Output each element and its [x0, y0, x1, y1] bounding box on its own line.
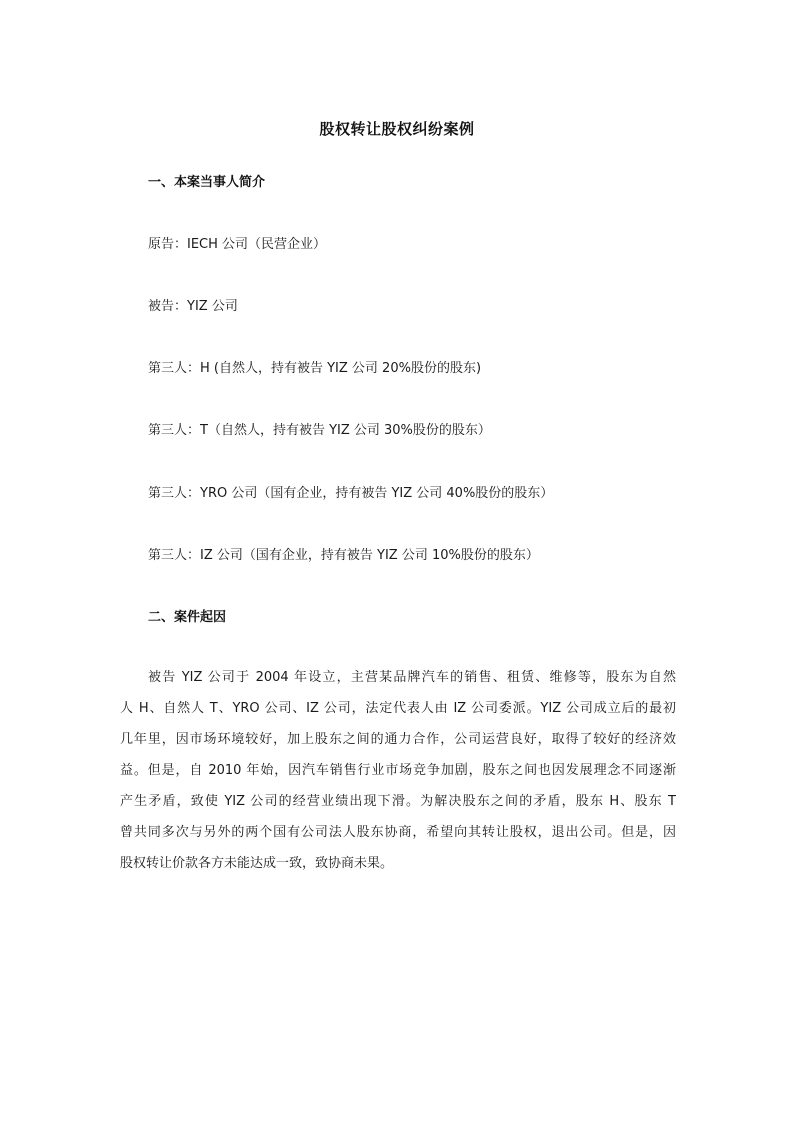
party-plaintiff: 原告：IECH 公司（民营企业） [148, 237, 327, 252]
party-defendant: 被告：YIZ 公司 [148, 299, 238, 314]
section-heading-parties: 一、本案当事人简介 [148, 175, 266, 190]
case-cause-paragraph [120, 668, 676, 885]
paragraph-line: 曾共同多次与另外的两个国有公司法人股东协商，希望向其转让股权，退出公司。但是，因 [120, 825, 676, 840]
paragraph-line: 益。但是，自 2010 年始，因汽车销售行业市场竞争加剧，股东之间也因发展理念不同逐渐 [120, 763, 676, 778]
party-third-h: 第三人：H (自然人，持有被告 YIZ 公司 20%股份的股东) [148, 361, 482, 376]
paragraph-line: 被告 YIZ 公司于 2004 年设立，主营某品牌汽车的销售、租赁、维修等，股东为自然 [148, 670, 676, 685]
paragraph-line: 产生矛盾，致使 YIZ 公司的经营业绩出现下滑。为解决股东之间的矛盾，股东 H、股东 T [120, 794, 676, 809]
party-third-iz: 第三人：IZ 公司（国有企业，持有被告 YIZ 公司 10%股份的股东） [148, 548, 539, 563]
paragraph-line: 股权转让价款各方未能达成一致，致协商未果。 [120, 856, 394, 871]
document-title: 股权转让股权纠纷案例 [319, 120, 475, 138]
section-heading-cause: 二、案件起因 [148, 610, 227, 625]
paragraph-line: 几年里，因市场环境较好，加上股东之间的通力合作，公司运营良好，取得了较好的经济效 [120, 732, 676, 747]
party-third-t: 第三人：T（自然人，持有被告 YIZ 公司 30%股份的股东） [148, 423, 491, 438]
paragraph-line: 人 H、自然人 T、YRO 公司、IZ 公司，法定代表人由 IZ 公司委派。YIZ 公司成立后的最初 [120, 701, 676, 716]
party-third-yro: 第三人：YRO 公司（国有企业，持有被告 YIZ 公司 40%股份的股东） [148, 486, 554, 501]
